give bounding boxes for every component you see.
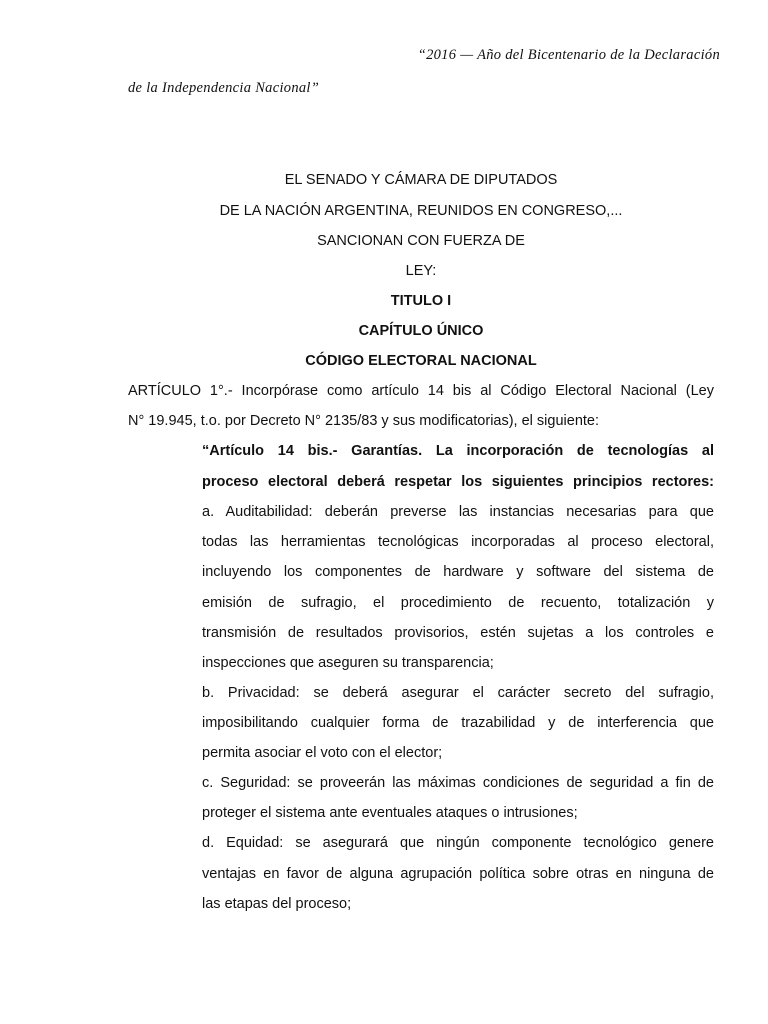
principle-a-line: a. Auditabilidad: deberán preverse las instancias necesarias para que bbox=[202, 504, 714, 520]
principle-a-line: emisión de sufragio, el procedimiento de recuento, totalización y bbox=[202, 595, 714, 611]
title-heading: TITULO I bbox=[390, 293, 452, 309]
principle-a-line: transmisión de resultados provisorios, estén sujetas a los controles e bbox=[202, 625, 714, 641]
principle-a-line: incluyendo los componentes de hardware y software del sistema de bbox=[202, 564, 714, 580]
preamble-line4: LEY: bbox=[405, 263, 437, 279]
code-heading: CÓDIGO ELECTORAL NACIONAL bbox=[305, 353, 537, 369]
article1-line2: N° 19.945, t.o. por Decreto N° 2135/83 y sus modificatorias), el siguiente: bbox=[128, 413, 600, 429]
header-motto-line1: “2016 — Año del Bicentenario de la Declaración bbox=[417, 47, 720, 63]
principle-d-line: d. Equidad: se asegurará que ningún componente tecnológico genere bbox=[202, 835, 714, 851]
principle-d-line: ventajas en favor de alguna agrupación política sobre otras en ninguna de bbox=[202, 866, 714, 882]
article1-line1: ARTÍCULO 1°.- Incorpórase como artículo 14 bis al Código Electoral Nacional (Ley bbox=[128, 383, 714, 399]
principle-b-line: b. Privacidad: se deberá asegurar el carácter secreto del sufragio, bbox=[202, 685, 714, 701]
header-motto-line2: de la Independencia Nacional” bbox=[128, 80, 320, 96]
quote-intro-line1: “Artículo 14 bis.- Garantías. La incorporación de tecnologías al bbox=[202, 443, 714, 459]
principle-a-line: inspecciones que aseguren su transparencia; bbox=[202, 655, 494, 671]
chapter-heading: CAPÍTULO ÚNICO bbox=[358, 323, 484, 339]
quote-intro-line2: proceso electoral deberá respetar los siguientes principios rectores: bbox=[202, 474, 714, 490]
principle-b-line: imposibilitando cualquier forma de trazabilidad y de interferencia que bbox=[202, 715, 714, 731]
principle-d-line: las etapas del proceso; bbox=[202, 896, 352, 912]
preamble-line3: SANCIONAN CON FUERZA DE bbox=[317, 233, 525, 249]
preamble-line2: DE LA NACIÓN ARGENTINA, REUNIDOS EN CONGRESO,... bbox=[219, 203, 623, 219]
principle-a-line: todas las herramientas tecnológicas incorporadas al proceso electoral, bbox=[202, 534, 714, 550]
preamble-line1: EL SENADO Y CÁMARA DE DIPUTADOS bbox=[284, 172, 558, 188]
principle-c-line: proteger el sistema ante eventuales ataques o intrusiones; bbox=[202, 805, 578, 821]
principle-b-line: permita asociar el voto con el elector; bbox=[202, 745, 443, 761]
principle-c-line: c. Seguridad: se proveerán las máximas condiciones de seguridad a fin de bbox=[202, 775, 714, 791]
